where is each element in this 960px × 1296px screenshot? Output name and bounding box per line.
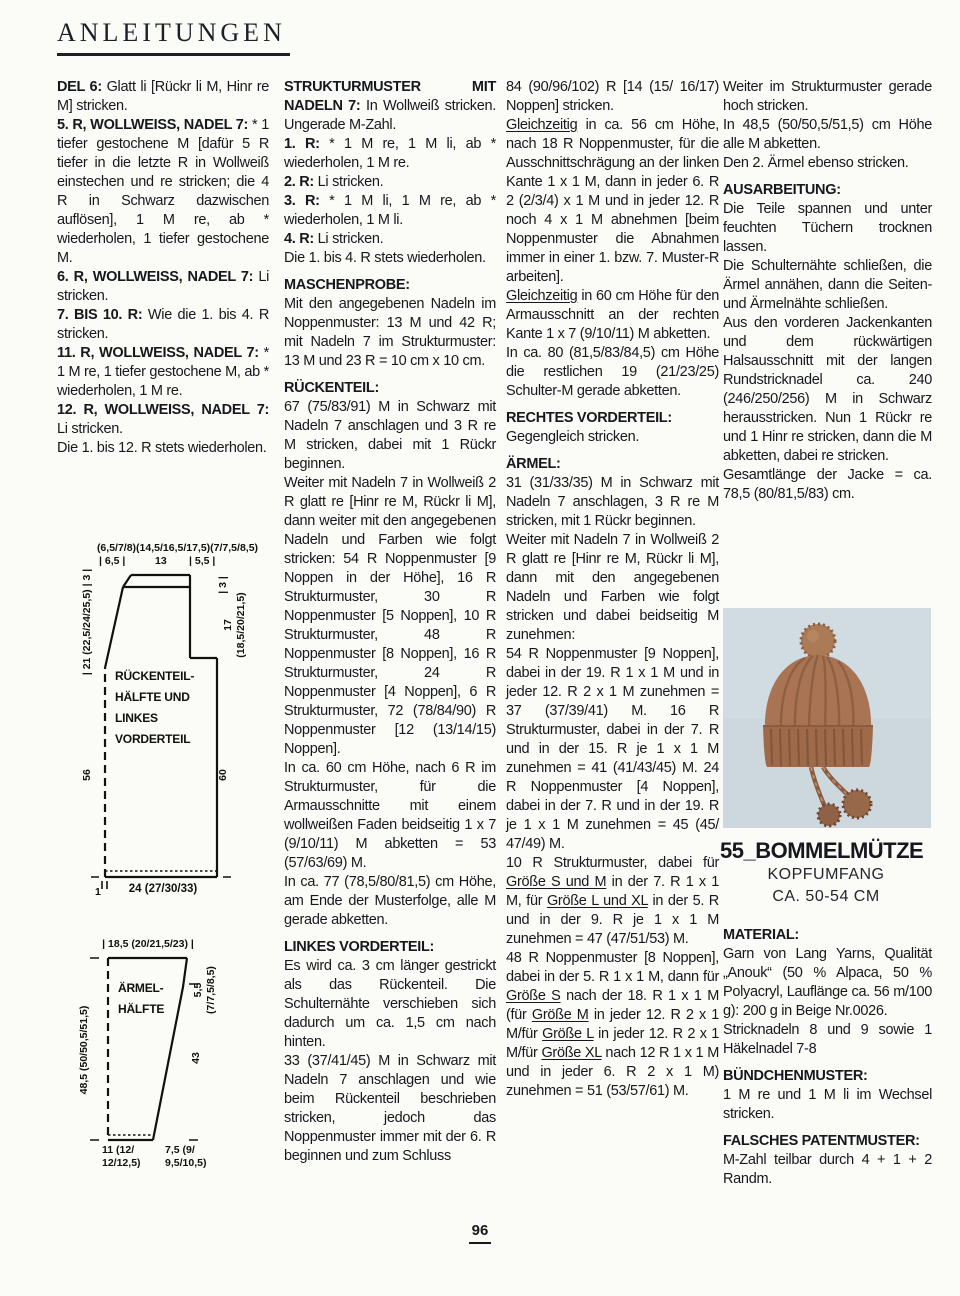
section-heading: LINKES VORDERTEIL: <box>284 939 435 955</box>
schematic-label-sleeve: ÄRMEL- HÄLFTE <box>118 981 165 1016</box>
paragraph: Weiter mit Nadeln 7 in Wollweiß 2 R glatt re [Hinr re M, Rückr li M], dann mit den angegebenen Nadeln und Farben wie folgt stricken und dabei beidseitig M zunehmen: <box>506 532 719 643</box>
measure-sleeve-bottom-right: 7,5 (9/ 9,5/10,5) <box>165 1144 207 1169</box>
section-heading: MATERIAL: <box>723 927 799 943</box>
measure-43: 43 <box>190 1052 202 1064</box>
paragraph: 31 (31/33/35) M in Schwarz mit Nadeln 7 anschlagen, 3 R re M stricken, mit 1 Rückr beginnen. <box>506 475 719 529</box>
paragraph: 12. R, WOLLWEISS, NADEL 7: Li stricken. <box>57 402 269 437</box>
paragraph: Den 2. Ärmel ebenso stricken. <box>723 155 909 171</box>
measure-sleeve-cap: 5,5 (7/7,5/8,5) <box>192 966 217 1014</box>
measure-sleeve-top: | 18,5 (20/21,5/23) | <box>102 938 194 950</box>
paragraph: In ca. 60 cm Höhe, nach 6 R im Strukturmuster, für die Armausschnitte mit einem wollweißen Faden beidseitig 1 x 7 (9/10/11) M abketten = 53 (57/63/69) M. <box>284 760 496 871</box>
paragraph: Gesamtlänge der Jacke = ca. 78,5 (80/81,5/83) cm. <box>723 467 932 502</box>
schematic-sleeve-half <box>70 938 290 1198</box>
measure-5-5: | 5,5 | <box>189 555 216 567</box>
paragraph: 84 (90/96/102) R [14 (15/ 16/17) Noppen] stricken. <box>506 79 719 114</box>
paragraph: Weiter im Strukturmuster gerade hoch stricken. <box>723 79 932 114</box>
measure-left-upper: | 21 (22,5/24/25,5) | 3 | <box>81 568 93 676</box>
hat-photo <box>723 608 931 828</box>
paragraph: Mit den angegebenen Nadeln im Noppenmuster: 13 M und 42 R; mit Nadeln 7 im Strukturmuster: 13 M und 23 R = 10 cm x 10 cm. <box>284 296 496 369</box>
paragraph: Gleichzeitig in ca. 56 cm Höhe, nach 18 R Noppenmuster, für die Ausschnittschrägung an der linken Kante 1 x 1 M, dann in jeder 6. R 2 (2/3/4) x 1 M und in jeder 12. R noch 4 x 1 M abnehmen [beim Noppenmuster die Abnahmen immer in einer 1. bzw. 7. Muster-R arbeiten]. <box>506 117 719 285</box>
paragraph: STRUKTURMUSTER MIT NADELN 7: In Wollweiß stricken. Ungerade M-Zahl. <box>284 79 496 133</box>
section-heading: ÄRMEL: <box>506 456 561 472</box>
paragraph: Die 1. bis 12. R stets wiederholen. <box>57 440 267 456</box>
schematic-label-back: RÜCKENTEIL- HÄLFTE UND LINKES VORDERTEIL <box>115 669 195 746</box>
measure-6-5: | 6,5 | <box>99 555 126 567</box>
section-heading: BÜNDCHENMUSTER: <box>723 1068 868 1084</box>
paragraph: Aus den vorderen Jackenkanten und dem rückwärtigen Halsausschnitt mit der langen Rundstricknadel ca. 240 (246/250/256) M in Schwarz herausstricken. Nun 1 Rückr re und 1 Hinr re stricken, dann die M abketten, dabei re stricken. <box>723 315 932 464</box>
measure-armhole: 17 (18,5/20/21,5) <box>222 592 247 658</box>
text-column-3 <box>506 78 719 1101</box>
section-heading: RÜCKENTEIL: <box>284 380 379 396</box>
paragraph: 10 R Strukturmuster, dabei für Größe S und M in der 7. R 1 x 1 M, für Größe L und XL in der 5. R und in der 9. R je 1 x 1 M zunehmen = 47 (47/51/53) M. <box>506 855 719 947</box>
measure-hem-1: 1 <box>95 886 101 898</box>
measure-sleeve-bottom-left: 11 (12/ 12/12,5) <box>102 1144 141 1169</box>
page-number: 96 <box>469 1222 492 1244</box>
text-column-4 <box>723 78 932 504</box>
section-55-title: 55_BOMMELMÜTZE <box>720 838 924 863</box>
schematic-outline-2 <box>70 952 290 1164</box>
paragraph: 2. R: Li stricken. <box>284 174 384 190</box>
paragraph: Stricknadeln 8 und 9 sowie 1 Häkelnadel 7-8 <box>723 1022 932 1057</box>
measure-60: 60 <box>217 769 229 781</box>
paragraph: 7. BIS 10. R: Wie die 1. bis 4. R stricken. <box>57 307 269 342</box>
page-title: ANLEITUNGEN <box>57 18 290 56</box>
paragraph: In ca. 77 (78,5/80/81,5) cm Höhe, am Ende der Musterfolge, alle M gerade abketten. <box>284 874 496 928</box>
paragraph: Die 1. bis 4. R stets wiederholen. <box>284 250 486 266</box>
section-55-header <box>720 838 932 908</box>
text-column-2 <box>284 78 496 1166</box>
paragraph: Gleichzeitig in 60 cm Höhe für den Armausschnitt an der rechten Kante 1 x 7 (9/10/11) M abketten. <box>506 288 719 342</box>
paragraph: 67 (75/83/91) M in Schwarz mit Nadeln 7 anschlagen und 3 R re M stricken, dabei mit 1 Rückr beginnen. <box>284 399 496 472</box>
measure-right-3: | 3 | <box>217 576 229 594</box>
measure-top-sizes: (6,5/7/8)(14,5/16,5/17,5)(7/7,5/8,5) <box>96 542 259 554</box>
paragraph: Garn von Lang Yarns, Qualität „Anouk“ (50 % Alpaca, 50 % Polyacryl, Lauflänge ca. 56 m/100 g): 200 g in Beige Nr.0026. <box>723 946 932 1019</box>
paragraph: 48 R Noppenmuster [8 Noppen], dabei in der 5. R 1 x 1 M, dann für Größe S nach der 18. R 1 x 1 M (für Größe M in jeder 12. R 2 x 1 M/für Größe L in jeder 12. R 2 x 1 M/für Größe XL nach 12 R 1 x 1 M und in jeder 6. R 2 x 1 M) zunehmen = 51 (53/57/61) M. <box>506 950 720 1099</box>
paragraph: 11. R, WOLLWEISS, NADEL 7: * 1 M re, 1 tiefer gestochene M, ab * wiederholen, 1 M re. <box>57 345 269 399</box>
section-heading: FALSCHES PATENTMUSTER: <box>723 1133 920 1149</box>
text-column-4-bottom <box>723 918 932 1189</box>
paragraph: 4. R: Li stricken. <box>284 231 384 247</box>
measure-sleeve-left: 48,5 (50/50,5/51,5) <box>78 1005 90 1095</box>
paragraph: Gegengleich stricken. <box>506 429 640 445</box>
measure-bottom-width: 24 (27/30/33) <box>128 883 198 895</box>
measure-56: 56 <box>81 769 93 781</box>
page-footer <box>0 1222 960 1244</box>
paragraph: Die Teile spannen und unter feuchten Tüchern trocknen lassen. <box>723 201 932 255</box>
paragraph: 6. R, WOLLWEISS, NADEL 7: Li stricken. <box>57 269 269 304</box>
paragraph: In 48,5 (50/50,5/51,5) cm Höhe alle M abketten. <box>723 117 932 152</box>
section-heading: RECHTES VORDERTEIL: <box>506 410 672 426</box>
paragraph: In ca. 80 (81,5/83/84,5) cm Höhe die restlichen 19 (21/23/25) Schulter-M gerade abketten. <box>506 345 719 399</box>
section-55-subtitle-2: CA. 50-54 CM <box>772 888 880 905</box>
measure-13: 13 <box>155 555 167 567</box>
text-column-1 <box>57 78 269 458</box>
paragraph: Weiter mit Nadeln 7 in Wollweiß 2 R glatt re [Hinr re M, Rückr li M], dann weiter mit den angegebenen Nadeln und Farben wie folgt stricken: 54 R Noppenmuster [9 Noppen in der Höhe], 16 R Strukturmuster, 30 R Noppenmuster [5 Noppen], 10 R Strukturmuster, 48 R Noppenmuster [8 Noppen], 16 R Strukturmuster, 24 R Noppenmuster [4 Noppen], 6 R Strukturmuster, 72 (78/84/90) R Noppenmuster [12 (13/14/15) Noppen]. <box>284 475 496 757</box>
pompom-hat-illustration <box>723 608 931 828</box>
section-heading: AUSARBEITUNG: <box>723 182 841 198</box>
paragraph: 3. R: * 1 M li, 1 M re, ab * wiederholen, 1 M li. <box>284 193 496 228</box>
paragraph: 1. R: * 1 M re, 1 M li, ab * wiederholen, 1 M re. <box>284 136 496 171</box>
paragraph: 54 R Noppenmuster [9 Noppen], dabei in der 19. R 1 x 1 M und in jeder 12. R 2 x 1 M zunehmen = 37 (37/39/41) M. 16 R Strukturmuster, dabei in der 7. R und in der 15. R je 1 x 1 M zunehmen = 41 (41/43/45) M. 24 R Noppenmuster [4 Noppen], dabei in der 7. R und in der 19. R je 1 x 1 M zunehmen = 45 (45/ 47/49) M. <box>506 646 719 852</box>
section-55-subtitle-1: KOPFUMFANG <box>767 866 885 883</box>
paragraph: Die Schulternähte schließen, die Ärmel annähen, dann die Seiten- und Ärmelnähte schließen. <box>723 258 932 312</box>
schematic-back-left-front <box>55 542 275 937</box>
paragraph: Es wird ca. 3 cm länger gestrickt als das Rückenteil. Die Schulternähte verschieben sich dadurch um ca. 1,5 cm nach hinten. <box>284 958 496 1050</box>
paragraph: 33 (37/41/45) M in Schwarz mit Nadeln 7 anschlagen und wie beim Rückenteil beschrieben stricken, jedoch das Noppenmuster immer mit der 6. R beginnen und zum Schluss <box>284 1053 496 1164</box>
paragraph: M-Zahl teilbar durch 4 + 1 + 2 Randm. <box>723 1152 932 1187</box>
paragraph: DEL 6: Glatt li [Rückr li M, Hinr re M] stricken. <box>57 79 269 114</box>
section-heading: MASCHENPROBE: <box>284 277 410 293</box>
paragraph: 5. R, WOLLWEISS, NADEL 7: * 1 tiefer gestochene M [dafür 5 R tiefer in die letzte R in Wollweiß einstechen und re stricken; die 4 R in Schwarz dazwischen auflösen], 1 M re, ab * wiederholen, 1 tiefer gestochene M. <box>57 117 269 266</box>
paragraph: 1 M re und 1 M li im Wechsel stricken. <box>723 1087 932 1122</box>
